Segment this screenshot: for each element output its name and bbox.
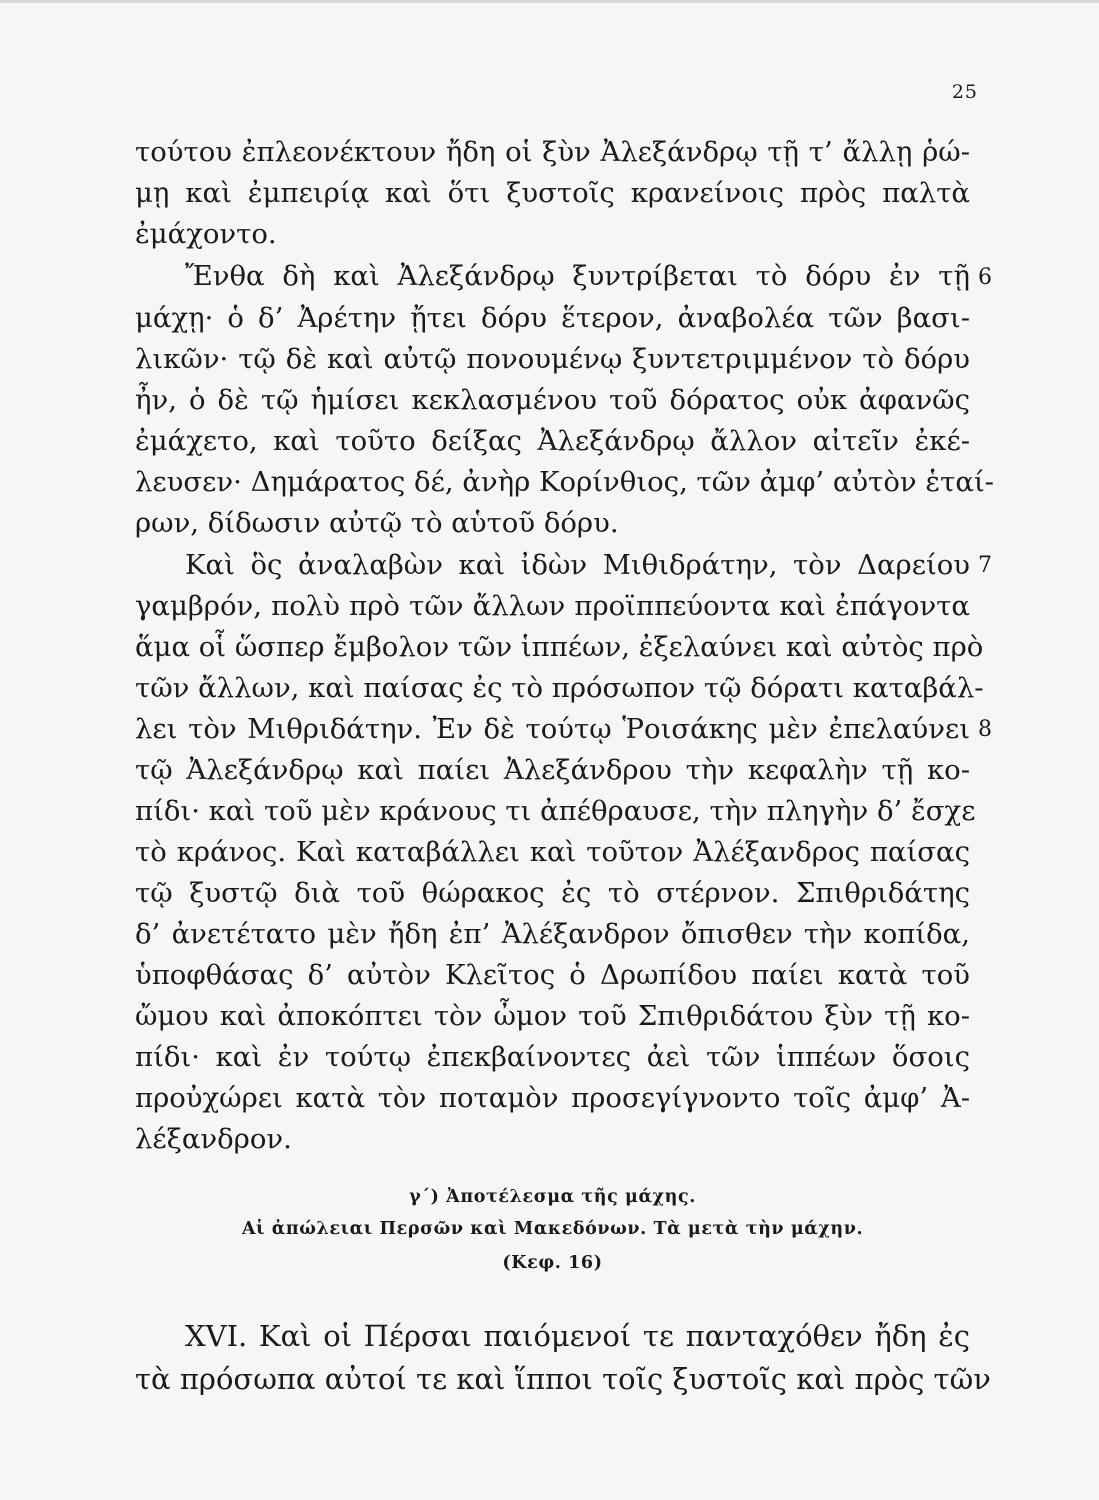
text-line: λέξανδρον. xyxy=(135,1123,292,1155)
text-line: προὐχώρει κατὰ τὸν ποταμὸν προσεγίγνοντο τοῖς ἀμφ’ Ἀ- xyxy=(135,1082,970,1114)
text-line: λικῶν· τῷ δὲ καὶ αὐτῷ πονουμένῳ ξυντετριμμένον τὸ δόρυ xyxy=(135,343,970,375)
text-line: πίδι· καὶ τοῦ μὲν κράνους τι ἀπέθραυσε, τὴν πληγὴν δ’ ἔσχε xyxy=(135,795,976,827)
text-line: τῷ Ἀλεξάνδρῳ καὶ παίει Ἀλεξάνδρου τὴν κεφαλὴν τῇ κο- xyxy=(135,754,970,786)
section-subheading: Αἱ ἀπώλειαι Περσῶν καὶ Μακεδόνων. Τὰ μετὰ τὴν μάχην. xyxy=(241,1219,864,1239)
text-line: ἦν, ὁ δὲ τῷ ἡμίσει κεκλασμένου τοῦ δόρατος οὐκ ἀφανῶς xyxy=(135,384,970,416)
text-line: XVI. Καὶ οἱ Πέρσαι παιόμενοί τε πανταχόθεν ἤδη ἐς xyxy=(185,1319,970,1353)
text-line: ὤμου καὶ ἀποκόπτει τὸν ὦμον τοῦ Σπιθριδάτου ξὺν τῇ κο- xyxy=(135,1000,970,1032)
text-line: μῃ καὶ ἐμπειρίᾳ καὶ ὅτι ξυστοῖς κρανείνοις πρὸς παλτὰ xyxy=(135,177,970,209)
text-line: τῷ ξυστῷ διὰ τοῦ θώρακος ἐς τὸ στέρνον. Σπιθριδάτης xyxy=(135,877,970,909)
text-line: πίδι· καὶ ἐν τούτῳ ἐπεκβαίνοντες ἀεὶ τῶν ἱππέων ὅσοις xyxy=(135,1041,970,1073)
page-top-edge xyxy=(0,0,1099,3)
text-line: ἅμα οἷ ὥσπερ ἔμβολον τῶν ἱππέων, ἐξελαύνει καὶ αὐτὸς πρὸ xyxy=(135,631,984,663)
section-number: 6 xyxy=(978,265,992,290)
text-line: ρων, δίδωσιν αὐτῷ τὸ αὑτοῦ δόρυ. xyxy=(135,507,619,539)
text-line: μάχῃ· ὁ δ’ Ἀρέτην ᾔτει δόρυ ἕτερον, ἀναβολέα τῶν βασι- xyxy=(135,302,970,334)
text-line: Ἔνθα δὴ καὶ Ἀλεξάνδρῳ ξυντρίβεται τὸ δόρυ ἐν τῇ xyxy=(185,260,970,292)
text-line: ἐμάχετο, καὶ τοῦτο δείξας Ἀλεξάνδρῳ ἄλλον αἰτεῖν ἐκέ- xyxy=(135,425,970,457)
section-number: 7 xyxy=(978,553,992,578)
text-line: λευσεν· Δημάρατος δέ, ἀνὴρ Κορίνθιος, τῶν ἀμφ’ αὐτὸν ἑταί- xyxy=(135,466,994,498)
text-line: Καὶ ὃς ἀναλαβὼν καὶ ἰδὼν Μιθιδράτην, τὸν Δαρείου xyxy=(185,549,970,581)
section-heading: γ΄) Ἀποτέλεσμα τῆς μάχης. xyxy=(409,1187,696,1207)
text-line: λει τὸν Μιθριδάτην. Ἐν δὲ τούτῳ Ῥοισάκης μὲν ἐπελαύνει xyxy=(135,713,970,745)
section-number: 8 xyxy=(978,717,992,742)
chapter-reference: (Κεφ. 16) xyxy=(502,1253,603,1273)
page-number: 25 xyxy=(951,81,978,103)
text-line: τὸ κράνος. Καὶ καταβάλλει καὶ τοῦτον Ἀλέξανδρος παίσας xyxy=(135,836,970,868)
text-line: γαμβρόν, πολὺ πρὸ τῶν ἄλλων προϊππεύοντα καὶ ἐπάγοντα xyxy=(135,590,970,622)
text-line: ἐμάχοντο. xyxy=(135,218,277,250)
text-line: τὰ πρόσωπα αὐτοί τε καὶ ἵπποι τοῖς ξυστοῖς καὶ πρὸς τῶν xyxy=(135,1362,991,1396)
text-line: τούτου ἐπλεονέκτουν ἤδη οἱ ξὺν Ἀλεξάνδρῳ τῇ τ’ ἄλλῃ ῥώ- xyxy=(135,136,970,168)
text-line: ὑποφθάσας δ’ αὐτὸν Κλεῖτος ὁ Δρωπίδου παίει κατὰ τοῦ xyxy=(135,959,970,991)
text-line: τῶν ἄλλων, καὶ παίσας ἐς τὸ πρόσωπον τῷ δόρατι καταβάλ- xyxy=(135,672,984,704)
text-line: δ’ ἀνετέτατο μὲν ἤδη ἐπ’ Ἀλέξανδρον ὄπισθεν τὴν κοπίδα, xyxy=(135,918,970,950)
